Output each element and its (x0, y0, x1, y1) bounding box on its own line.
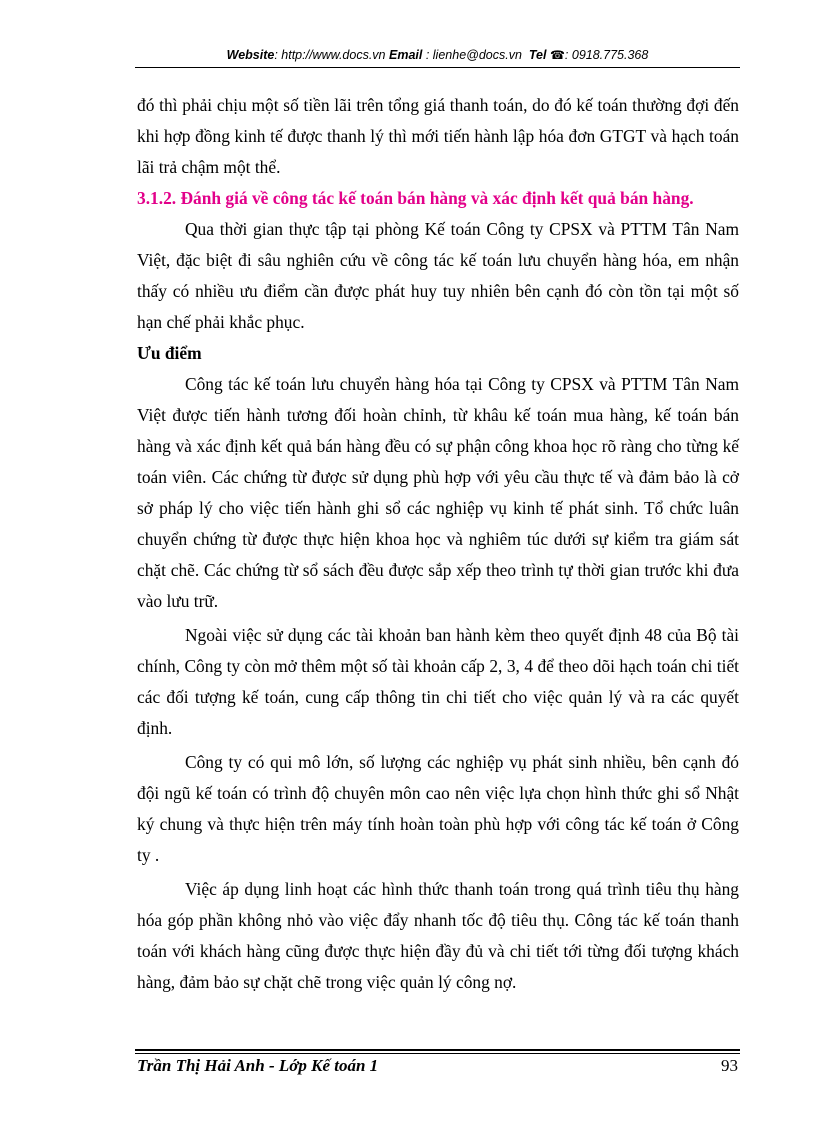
tel-label: Tel (528, 48, 547, 62)
document-body (137, 90, 739, 998)
paragraph-advantages-3: Công ty có qui mô lớn, số lượng các nghiệp vụ phát sinh nhiều, bên cạnh đó đội ngũ kế toán có trình độ chuyên môn cao nên việc lựa chọn hình thức ghi sổ Nhật ký chung và thực hiện trên máy tính hoàn toàn phù hợp với công tác kế toán ở Công ty . (137, 752, 739, 865)
header-divider (135, 67, 740, 68)
website-label: Website (226, 48, 275, 62)
email-address[interactable]: : lienhe@docs.vn (422, 48, 522, 62)
paragraph-advantages-2: Ngoài việc sử dụng các tài khoản ban hành kèm theo quyết định 48 của Bộ tài chính, Công ty còn mở thêm một số tài khoản cấp 2, 3, 4 để theo dõi hạch toán chi tiết các đối tượng kế toán, cung cấp thông tin chi tiết cho việc quản lý và ra các quyết định. (137, 625, 739, 738)
email-label: Email (389, 48, 423, 62)
paragraph-intro: Qua thời gian thực tập tại phòng Kế toán Công ty CPSX và PTTM Tân Nam Việt, đặc biệt đi sâu nghiên cứu về công tác kế toán lưu chuyển hàng hóa, em nhận thấy có nhiều ưu điểm cần được phát huy tuy nhiên bên cạnh đó còn tồn tại một số hạn chế phải khắc phục. (137, 219, 739, 332)
subheading-advantages: Ưu điểm (137, 343, 202, 363)
tel-number: : 0918.775.368 (564, 48, 649, 62)
page-header (135, 46, 740, 64)
website-url[interactable]: : http://www.docs.vn (274, 48, 386, 62)
footer-divider-thick (135, 1049, 740, 1051)
paragraph-advantages-1: Công tác kế toán lưu chuyển hàng hóa tại Công ty CPSX và PTTM Tân Nam Việt được tiến hành tương đối hoàn chỉnh, từ khâu kế toán mua hàng, kế toán bán hàng và xác định kết quả bán hàng đều có sự phận công khoa học rõ ràng cho từng kế toán viên. Các chứng từ được sử dụng phù hợp với yêu cầu thực tế và đảm bảo là cở sở pháp lý cho việc tiến hành ghi sổ các nghiệp vụ kinh tế phát sinh. Tổ chức luân chuyển chứng từ được thực hiện khoa học và nghiêm túc dưới sự kiểm tra giám sát chặt chẽ. Các chứng từ sổ sách đều được sắp xếp theo trình tự thời gian trước khi đưa vào lưu trữ. (137, 374, 739, 611)
paragraph-advantages-4: Việc áp dụng linh hoạt các hình thức thanh toán trong quá trình tiêu thụ hàng hóa góp phần không nhỏ vào việc đẩy nhanh tốc độ tiêu thụ. Công tác kế toán thanh toán với khách hàng cũng được thực hiện đầy đủ và chi tiết tới từng đối tượng khách hàng, đảm bảo sự chặt chẽ trong việc quản lý công nợ. (137, 879, 739, 992)
page-number: 93 (721, 1056, 738, 1075)
paragraph-continuation: đó thì phải chịu một số tiền lãi trên tổng giá thanh toán, do đó kế toán thường đợi đến khi hợp đồng kinh tế được thanh lý thì mới tiến hành lập hóa đơn GTGT và hạch toán lãi trả chậm một thể. (137, 95, 739, 177)
footer-divider-thin (135, 1053, 740, 1054)
footer-author: Trần Thị Hải Anh - Lớp Kế toán 1 (137, 1056, 379, 1075)
phone-icon: ☎ (549, 48, 565, 62)
section-heading: 3.1.2. Đánh giá về công tác kế toán bán hàng và xác định kết quả bán hàng. (137, 188, 694, 208)
